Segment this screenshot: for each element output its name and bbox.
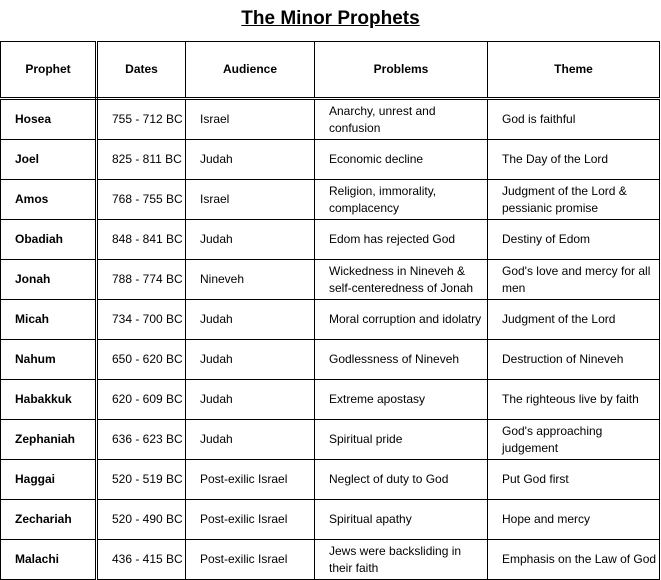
cell-prophet: Zephaniah bbox=[1, 420, 97, 460]
column-header-theme: Theme bbox=[488, 42, 660, 99]
table-row bbox=[1, 380, 660, 420]
table-row bbox=[1, 540, 660, 580]
table-row bbox=[1, 220, 660, 260]
cell-audience: Judah bbox=[186, 140, 315, 180]
cell-dates: 620 - 609 BC bbox=[97, 380, 186, 420]
cell-prophet: Hosea bbox=[1, 99, 97, 140]
table-row bbox=[1, 300, 660, 340]
cell-theme: Destruction of Nineveh bbox=[488, 340, 660, 380]
cell-problems: Jews were backsliding in their faith bbox=[315, 540, 488, 580]
cell-theme: Hope and mercy bbox=[488, 500, 660, 540]
cell-problems: Spiritual apathy bbox=[315, 500, 488, 540]
cell-dates: 734 - 700 BC bbox=[97, 300, 186, 340]
cell-problems: Economic decline bbox=[315, 140, 488, 180]
cell-problems: Anarchy, unrest and confusion bbox=[315, 99, 488, 140]
cell-dates: 520 - 519 BC bbox=[97, 460, 186, 500]
table-row bbox=[1, 420, 660, 460]
cell-prophet: Jonah bbox=[1, 260, 97, 300]
cell-prophet: Malachi bbox=[1, 540, 97, 580]
cell-problems: Godlessness of Nineveh bbox=[315, 340, 488, 380]
cell-prophet: Zechariah bbox=[1, 500, 97, 540]
cell-theme: Judgment of the Lord & pessianic promise bbox=[488, 180, 660, 220]
table-header-row bbox=[1, 42, 660, 99]
cell-theme: The Day of the Lord bbox=[488, 140, 660, 180]
cell-prophet: Nahum bbox=[1, 340, 97, 380]
cell-theme: The righteous live by faith bbox=[488, 380, 660, 420]
cell-dates: 436 - 415 BC bbox=[97, 540, 186, 580]
cell-theme: Destiny of Edom bbox=[488, 220, 660, 260]
table-row bbox=[1, 180, 660, 220]
cell-theme: Put God first bbox=[488, 460, 660, 500]
cell-dates: 755 - 712 BC bbox=[97, 99, 186, 140]
cell-prophet: Joel bbox=[1, 140, 97, 180]
table-row bbox=[1, 260, 660, 300]
cell-problems: Moral corruption and idolatry bbox=[315, 300, 488, 340]
cell-problems: Wickedness in Nineveh & self-centeredness of Jonah bbox=[315, 260, 488, 300]
cell-prophet: Amos bbox=[1, 180, 97, 220]
cell-audience: Post-exilic Israel bbox=[186, 500, 315, 540]
cell-problems: Religion, immorality, complacency bbox=[315, 180, 488, 220]
cell-prophet: Haggai bbox=[1, 460, 97, 500]
cell-problems: Edom has rejected God bbox=[315, 220, 488, 260]
column-header-dates: Dates bbox=[97, 42, 186, 99]
cell-theme: God's approaching judgement bbox=[488, 420, 660, 460]
cell-prophet: Micah bbox=[1, 300, 97, 340]
cell-theme: God's love and mercy for all men bbox=[488, 260, 660, 300]
cell-prophet: Obadiah bbox=[1, 220, 97, 260]
cell-audience: Judah bbox=[186, 220, 315, 260]
cell-audience: Post-exilic Israel bbox=[186, 460, 315, 500]
cell-audience: Judah bbox=[186, 340, 315, 380]
cell-dates: 650 - 620 BC bbox=[97, 340, 186, 380]
cell-audience: Nineveh bbox=[186, 260, 315, 300]
cell-audience: Post-exilic Israel bbox=[186, 540, 315, 580]
cell-theme: Emphasis on the Law of God bbox=[488, 540, 660, 580]
cell-dates: 768 - 755 BC bbox=[97, 180, 186, 220]
cell-dates: 636 - 623 BC bbox=[97, 420, 186, 460]
cell-audience: Judah bbox=[186, 420, 315, 460]
page-title: The Minor Prophets bbox=[241, 8, 420, 29]
table-row bbox=[1, 340, 660, 380]
column-header-problems: Problems bbox=[315, 42, 488, 99]
column-header-audience: Audience bbox=[186, 42, 315, 99]
prophets-table bbox=[0, 41, 660, 580]
cell-problems: Neglect of duty to God bbox=[315, 460, 488, 500]
table-row bbox=[1, 99, 660, 140]
cell-dates: 520 - 490 BC bbox=[97, 500, 186, 540]
cell-theme: God is faithful bbox=[488, 99, 660, 140]
column-header-prophet: Prophet bbox=[1, 42, 97, 99]
table-row bbox=[1, 460, 660, 500]
cell-problems: Spiritual pride bbox=[315, 420, 488, 460]
cell-dates: 825 - 811 BC bbox=[97, 140, 186, 180]
cell-audience: Judah bbox=[186, 300, 315, 340]
cell-audience: Judah bbox=[186, 380, 315, 420]
cell-audience: Israel bbox=[186, 180, 315, 220]
cell-theme: Judgment of the Lord bbox=[488, 300, 660, 340]
cell-dates: 788 - 774 BC bbox=[97, 260, 186, 300]
table-row bbox=[1, 500, 660, 540]
cell-problems: Extreme apostasy bbox=[315, 380, 488, 420]
cell-dates: 848 - 841 BC bbox=[97, 220, 186, 260]
table-row bbox=[1, 140, 660, 180]
cell-audience: Israel bbox=[186, 99, 315, 140]
cell-prophet: Habakkuk bbox=[1, 380, 97, 420]
